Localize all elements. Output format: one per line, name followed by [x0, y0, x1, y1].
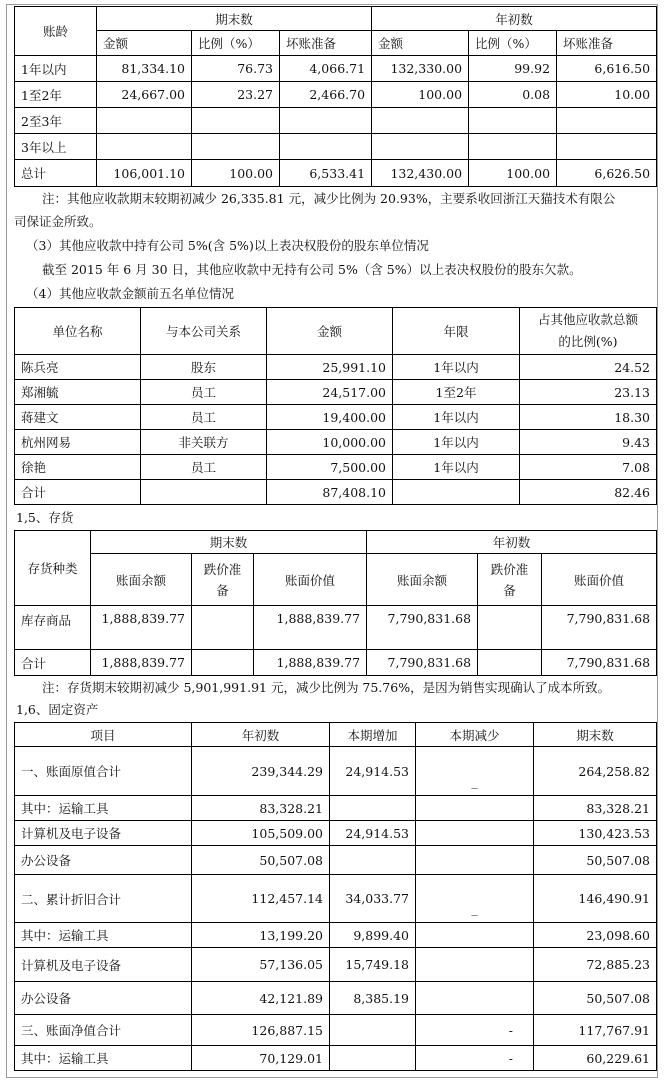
table-cell — [478, 650, 542, 676]
table-row — [15, 923, 657, 948]
column-header: 坏账准备 — [557, 31, 657, 56]
table-cell: 2,466.70 — [280, 82, 372, 108]
column-header: 项目 — [15, 723, 192, 747]
column-header: 金额 — [97, 31, 192, 56]
table-cell: 106,001.10 — [97, 160, 192, 187]
table-cell: 100.00 — [469, 160, 557, 187]
table-cell — [416, 982, 534, 1015]
column-header: 跌价准备 — [478, 554, 542, 606]
table-row — [15, 430, 657, 455]
table-cell: 7,790,831.68 — [542, 650, 657, 676]
row-label: 其中：运输工具 — [15, 1046, 192, 1071]
table-cell: 1至2年 — [393, 380, 520, 405]
table-cell: 239,344.29 — [192, 747, 330, 796]
table-cell: 264,258.82 — [534, 747, 657, 796]
table-cell: 105,509.00 — [192, 821, 330, 846]
table-row — [15, 355, 657, 380]
table-cell — [416, 846, 534, 875]
table-cell: 24.52 — [520, 355, 657, 380]
table-row — [15, 405, 657, 430]
top-five-table — [14, 307, 657, 505]
table-cell: 8,385.19 — [330, 982, 416, 1015]
table-cell: 18.30 — [520, 405, 657, 430]
period-begin-group-header: 年初数 — [367, 531, 657, 554]
table-cell: 7,790,831.68 — [367, 606, 478, 650]
table-cell: 19,400.00 — [267, 405, 393, 430]
table-cell — [330, 846, 416, 875]
column-header: 坏账准备 — [280, 31, 372, 56]
table-cell: 7,790,831.68 — [367, 650, 478, 676]
table-cell: 60,229.61 — [534, 1046, 657, 1071]
table-row — [15, 606, 657, 650]
table-cell — [192, 650, 254, 676]
row-label: 其中：运输工具 — [15, 923, 192, 948]
section-heading: （3）其他应收款中持有公司 5%(含 5%)以上表决权股份的股东单位情况 — [26, 238, 429, 253]
table-row — [15, 821, 657, 846]
table-cell — [330, 1046, 416, 1071]
table-cell: 1年以内 — [393, 430, 520, 455]
table-cell — [280, 134, 372, 160]
table-cell: 员工 — [141, 380, 267, 405]
column-header: 账面价值 — [254, 554, 367, 606]
period-begin-group-header: 年初数 — [372, 7, 657, 31]
table-cell — [469, 108, 557, 134]
row-label: 办公设备 — [15, 846, 192, 875]
column-header-line: 占其他应收款总额 — [537, 312, 638, 327]
table-cell: 83,328.21 — [534, 796, 657, 821]
table-cell: 10.00 — [557, 82, 657, 108]
table-row-total — [15, 650, 657, 676]
table-cell — [330, 796, 416, 821]
table-cell: 23,098.60 — [534, 923, 657, 948]
table-cell — [416, 796, 534, 821]
table-cell — [393, 480, 520, 505]
table-cell — [557, 134, 657, 160]
aging-corner-header: 账龄 — [15, 7, 97, 56]
table-cell — [416, 948, 534, 982]
row-label: 计算机及电子设备 — [15, 948, 192, 982]
table-cell: 1年以内 — [393, 355, 520, 380]
table-cell: 117,767.91 — [534, 1015, 657, 1046]
table-cell: 15,749.18 — [330, 948, 416, 982]
row-label: 办公设备 — [15, 982, 192, 1015]
table-cell: 132,430.00 — [372, 160, 469, 187]
table-cell: 34,033.77 — [330, 875, 416, 923]
table-cell: 50,507.08 — [192, 846, 330, 875]
table-cell: _ — [416, 875, 534, 923]
column-header: 单位名称 — [15, 308, 141, 355]
table-cell: 6,533.41 — [280, 160, 372, 187]
table-row — [15, 796, 657, 821]
aging-table — [14, 6, 657, 187]
table-row-total — [15, 480, 657, 505]
table-row — [15, 747, 657, 796]
table-cell — [192, 108, 280, 134]
table-cell: 87,408.10 — [267, 480, 393, 505]
column-header: 金额 — [267, 308, 393, 355]
column-header: 年初数 — [192, 723, 330, 747]
table-cell: 24,517.00 — [267, 380, 393, 405]
table-cell: - — [416, 1015, 534, 1046]
table-cell: 126,887.15 — [192, 1015, 330, 1046]
note-line: 注：其他应收款期末较期初减少 26,335.81 元，减少比例为 20.93%，主要系收回浙江天猫技术有限公 — [42, 191, 616, 206]
table-cell: 1年以内 — [393, 405, 520, 430]
section-heading: 1,6、固定资产 — [16, 702, 99, 717]
table-cell: 郑湘毓 — [15, 380, 141, 405]
table-row — [15, 846, 657, 875]
table-row — [15, 982, 657, 1015]
table-row — [15, 1046, 657, 1071]
column-header: 账面余额 — [367, 554, 478, 606]
column-header — [520, 308, 657, 355]
section-heading: （4）其他应收款金额前五名单位情况 — [26, 286, 234, 301]
table-cell: 24,914.53 — [330, 821, 416, 846]
table-cell: 9.43 — [520, 430, 657, 455]
table-cell: 83,328.21 — [192, 796, 330, 821]
row-label: 1年以内 — [15, 56, 97, 82]
table-cell: 9,899.40 — [330, 923, 416, 948]
column-header: 比例（%） — [469, 31, 557, 56]
column-header: 年限 — [393, 308, 520, 355]
table-cell: 50,507.08 — [534, 846, 657, 875]
table-cell: 100.00 — [192, 160, 280, 187]
table-cell: 1,888,839.77 — [91, 606, 192, 650]
table-cell: 蒋建文 — [15, 405, 141, 430]
table-row — [15, 82, 657, 108]
inventory-corner-header: 存货种类 — [15, 531, 91, 606]
table-cell: 股东 — [141, 355, 267, 380]
table-cell: 7,500.00 — [267, 455, 393, 480]
row-label: 1至2年 — [15, 82, 97, 108]
column-header: 与本公司关系 — [141, 308, 267, 355]
period-end-group-header: 期末数 — [97, 7, 372, 31]
table-cell: 23.27 — [192, 82, 280, 108]
row-label: 其中：运输工具 — [15, 796, 192, 821]
table-cell: 陈兵亮 — [15, 355, 141, 380]
table-cell: 13,199.20 — [192, 923, 330, 948]
table-cell: 57,136.05 — [192, 948, 330, 982]
row-label: 3年以上 — [15, 134, 97, 160]
inventory-table — [14, 530, 657, 676]
table-cell: 合计 — [15, 480, 141, 505]
column-header: 本期增加 — [330, 723, 416, 747]
row-label: 合计 — [15, 650, 91, 676]
table-cell: 7.08 — [520, 455, 657, 480]
fixed-assets-table — [14, 722, 657, 1071]
table-cell: 10,000.00 — [267, 430, 393, 455]
table-row — [15, 380, 657, 405]
table-cell — [330, 1015, 416, 1046]
note-line: 注：存货期末较期初减少 5,901,991.91 元，减少比例为 75.76%，是因为销售实现确认了成本所致。 — [42, 680, 611, 695]
table-row — [15, 455, 657, 480]
table-cell — [97, 134, 192, 160]
row-label: 一、账面原值合计 — [15, 747, 192, 796]
table-cell: 1,888,839.77 — [91, 650, 192, 676]
row-label: 2至3年 — [15, 108, 97, 134]
table-row-total — [15, 160, 657, 187]
table-cell: 1年以内 — [393, 455, 520, 480]
table-cell — [192, 134, 280, 160]
table-cell: 23.13 — [520, 380, 657, 405]
column-header: 跌价准备 — [192, 554, 254, 606]
table-cell: 4,066.71 — [280, 56, 372, 82]
table-cell: 6,616.50 — [557, 56, 657, 82]
column-header: 期末数 — [534, 723, 657, 747]
table-cell: 24,914.53 — [330, 747, 416, 796]
table-cell: 99.92 — [469, 56, 557, 82]
table-cell — [372, 108, 469, 134]
table-cell: 100.00 — [372, 82, 469, 108]
table-cell: 7,790,831.68 — [542, 606, 657, 650]
row-label: 库存商品 — [15, 606, 91, 650]
table-cell: _ — [416, 747, 534, 796]
row-label: 三、账面净值合计 — [15, 1015, 192, 1046]
paragraph: 截至 2015 年 6 月 30 日，其他应收款中无持有公司 5%（含 5%）以上表决权股份的股东欠款。 — [42, 262, 582, 277]
table-cell — [416, 821, 534, 846]
table-cell: 员工 — [141, 405, 267, 430]
table-cell — [280, 108, 372, 134]
section-heading: 1,5、存货 — [16, 510, 74, 525]
table-row — [15, 134, 657, 160]
table-cell: 徐艳 — [15, 455, 141, 480]
table-cell: 0.08 — [469, 82, 557, 108]
table-cell — [469, 134, 557, 160]
table-cell: 6,626.50 — [557, 160, 657, 187]
table-cell: 76.73 — [192, 56, 280, 82]
period-end-group-header: 期末数 — [91, 531, 367, 554]
table-cell: - — [416, 1046, 534, 1071]
table-cell: 132,330.00 — [372, 56, 469, 82]
table-cell: 81,334.10 — [97, 56, 192, 82]
table-cell: 员工 — [141, 455, 267, 480]
row-label: 二、累计折旧合计 — [15, 875, 192, 923]
table-cell: 杭州网易 — [15, 430, 141, 455]
table-cell — [192, 606, 254, 650]
table-row — [15, 948, 657, 982]
table-cell: 24,667.00 — [97, 82, 192, 108]
table-cell — [416, 923, 534, 948]
table-cell: 70,129.01 — [192, 1046, 330, 1071]
table-row — [15, 1015, 657, 1046]
table-cell — [372, 134, 469, 160]
table-cell: 146,490.91 — [534, 875, 657, 923]
table-row — [15, 56, 657, 82]
table-cell: 50,507.08 — [534, 982, 657, 1015]
column-header: 金额 — [372, 31, 469, 56]
table-cell: 130,423.53 — [534, 821, 657, 846]
table-cell: 42,121.89 — [192, 982, 330, 1015]
table-cell: 25,991.10 — [267, 355, 393, 380]
column-header: 比例（%） — [192, 31, 280, 56]
column-header: 本期减少 — [416, 723, 534, 747]
table-row — [15, 108, 657, 134]
table-cell — [141, 480, 267, 505]
table-cell — [557, 108, 657, 134]
row-label: 计算机及电子设备 — [15, 821, 192, 846]
row-label: 总计 — [15, 160, 97, 187]
column-header-line: 的比例(%) — [558, 334, 618, 349]
table-cell: 72,885.23 — [534, 948, 657, 982]
column-header: 账面价值 — [542, 554, 657, 606]
table-cell: 1,888,839.77 — [254, 606, 367, 650]
table-cell — [478, 606, 542, 650]
table-cell — [97, 108, 192, 134]
table-cell: 非关联方 — [141, 430, 267, 455]
note-line: 司保证金所致。 — [14, 214, 102, 229]
table-cell: 82.46 — [520, 480, 657, 505]
table-cell: 112,457.14 — [192, 875, 330, 923]
table-cell: 1,888,839.77 — [254, 650, 367, 676]
table-row — [15, 875, 657, 923]
column-header: 账面余额 — [91, 554, 192, 606]
